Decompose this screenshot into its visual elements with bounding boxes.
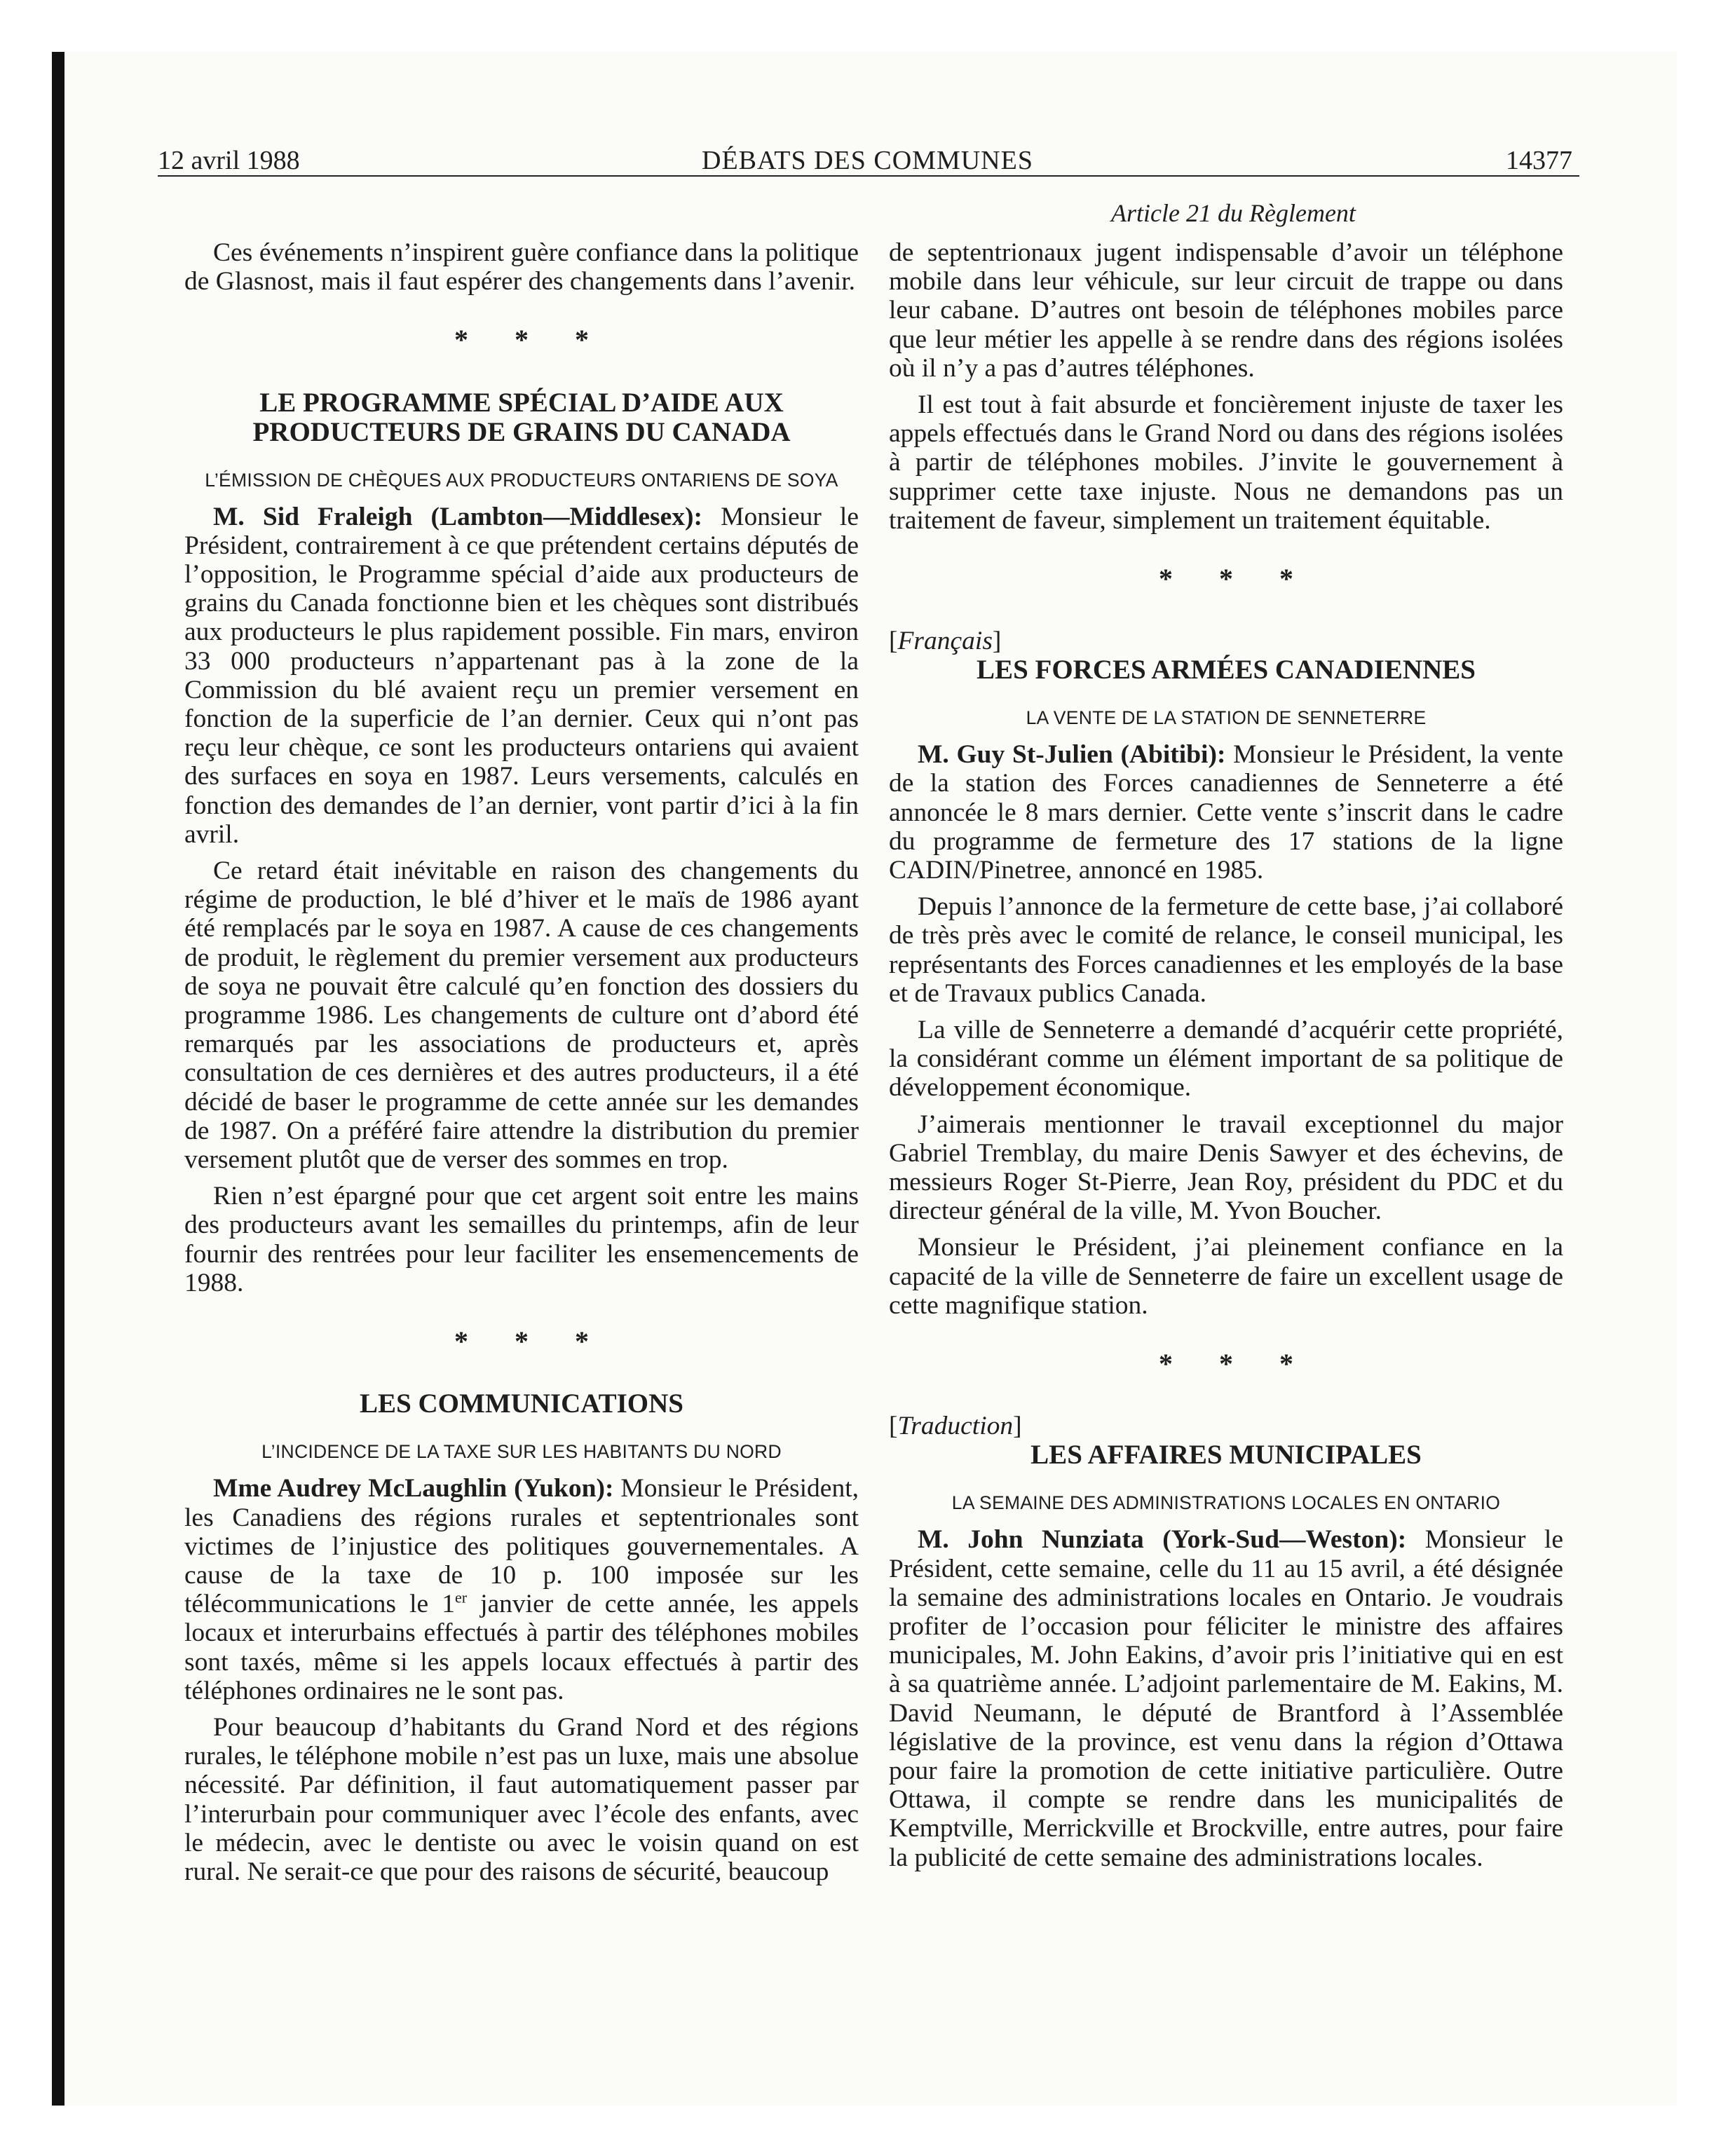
header-rule [158,175,1579,177]
section-subheading: LA VENTE DE LA STATION DE SENNETERRE [1026,707,1427,729]
section-subheading: L’ÉMISSION DE CHÈQUES AUX PRODUCTEURS ONTARIENS DE SOYA [205,469,838,491]
paragraph: Rien n’est épargné pour que cet argent soit entre les mains des producteurs avant les semailles du printemps, afin de leur fournir des rentrées pour leur faciliter les ensemencements de 1988. [184,1182,859,1297]
speaker-name: M. Sid Fraleigh (Lambton—Middlesex): [213,502,703,531]
language-label: Français [897,627,993,656]
paragraph [889,740,1563,885]
speech-text: janvier de cette année, les appels locaux et interurbains effectués à partir des téléphones mobiles sont taxés, même si les appels locaux effectués à partir des téléphones ordinaires ne le sont pas. [184,1590,859,1705]
header-page-number: 14377 [1506,146,1572,175]
section-running-head: Article 21 du Règlement [1111,199,1356,227]
speech-text: Monsieur le Président, cette semaine, celle du 11 au 15 avril, a été désignée la semaine des administrations locales en Ontario. Je voudrais profiter de l’occasion pour féliciter le ministre des affaires municipales, M. John Eakins, d’avoir pris l’initiative qui en est à sa quatrième année. L’adjoint parlementaire de M. Eakins, M. David Neumann, le député de Brantford à l’Assemblée législative de la province, est venu dans la région d’Ottawa pour faire la promotion de cette initiative particulière. Outre Ottawa, il compte se rendre dans les municipalités de Kemptville, Merrickville et Brockville, entre autres, pour faire la publicité de cette semaine des administrations locales. [889,1525,1563,1872]
scan-top-margin [64,0,1677,52]
paragraph: de septentrionaux jugent indispensable d’avoir un téléphone mobile dans leur véhicule, sur leur circuit de trappe ou dans leur cabane. D’autres ont besoin de téléphones mobiles parce que leur métier les appelle à se rendre dans des régions isolées où il n’y a pas d’autres téléphones. [889,238,1563,383]
speaker-name: M. John Nunziata (York-Sud—Weston): [918,1525,1407,1555]
paragraph: Monsieur le Président, j’ai pleinement confiance en la capacité de la ville de Senneterre de faire un excellent usage de cette magnifique station. [889,1233,1563,1320]
language-marker: [Traduction] [889,1412,1022,1441]
speech-text: Monsieur le Président, la vente de la station des Forces canadiennes de Senneterre a été annoncée le 8 mars dernier. Cette vente s’inscrit dans le cadre du programme de fermeture des 17 stations de la ligne CADIN/Pinetree, annoncé en 1985. [889,740,1563,885]
section-subheading: L’INCIDENCE DE LA TAXE SUR LES HABITANTS DU NORD [261,1441,782,1463]
language-label: Traduction [897,1412,1014,1441]
paragraph [184,503,859,849]
section-separator: * * * [1159,1348,1313,1380]
superscript: er [454,1588,468,1606]
paragraph: J’aimerais mentionner le travail exceptionnel du major Gabriel Tremblay, du maire Denis Sawyer et des échevins, de messieurs Roger St-Pierre, Jean Roy, président du PDC et du directeur général de la ville, M. Yvon Boucher. [889,1110,1563,1226]
paragraph: La ville de Senneterre a demandé d’acquérir cette propriété, la considérant comme un élément important de sa politique de développement économique. [889,1016,1563,1103]
section-separator: * * * [454,324,608,356]
section-separator: * * * [454,1325,608,1358]
section-heading: LE PROGRAMME SPÉCIAL D’AIDE AUX PRODUCTEURS DE GRAINS DU CANADA [252,387,791,447]
paragraph [184,1474,859,1705]
paragraph: Depuis l’annonce de la fermeture de cette base, j’ai collaboré de très près avec le comité de relance, le conseil municipal, les représentants des Forces canadiennes et les employés de la base et de Travaux publics Canada. [889,892,1563,1008]
speech-text: Monsieur le Président, les Canadiens des régions rurales et septentrionales sont victimes de l’injustice des politiques gouvernementales. A cause de la taxe de 10 p. 100 imposée sur les télécommunications le 1 [184,1474,859,1619]
section-heading: LES COMMUNICATIONS [360,1389,683,1419]
section-heading: LES AFFAIRES MUNICIPALES [1030,1440,1422,1471]
header-title: DÉBATS DES COMMUNES [702,146,1033,175]
scan-edge-bar [52,52,64,2106]
section-subheading: LA SEMAINE DES ADMINISTRATIONS LOCALES EN ONTARIO [951,1492,1501,1514]
paragraph: Pour beaucoup d’habitants du Grand Nord et des régions rurales, le téléphone mobile n’est pas un luxe, mais une absolue nécessité. Par définition, il faut automatiquement passer par l’interurbain pour communiquer avec l’école des enfants, avec le médecin, avec le dentiste ou avec le voisin quand on est rural. Ne serait-ce que pour des raisons de sécurité, beaucoup [184,1712,859,1886]
language-marker: [Français] [889,627,1002,656]
paragraph [889,1525,1563,1871]
paragraph: Ces événements n’inspirent guère confiance dans la politique de Glasnost, mais il faut espérer des changements dans l’avenir. [184,238,859,296]
header-date: 12 avril 1988 [158,146,300,175]
paragraph: Ce retard était inévitable en raison des changements du régime de production, le blé d’hiver et le maïs de 1986 ayant été remplacés par le soya en 1987. A cause de ces changements de produit, le règlement du premier versement aux producteurs de soya ne pouvait être calculé qu’en fonction des dossiers du programme 1986. Les changements de culture ont d’abord été remarqués par les associations de producteurs et, après consultation de ces dernières et des autres producteurs, il a été décidé de baser le programme de cette année sur les demandes de 1987. On a préféré faire attendre la distribution du premier versement plutôt que de verser des sommes en trop. [184,857,859,1175]
speech-text: Monsieur le Président, contrairement à ce que prétendent certains députés de l’opposition, le Programme spécial d’aide aux producteurs de grains du Canada fonctionne bien et les chèques sont distribués aux producteurs le plus rapidement possible. Fin mars, environ 33 000 producteurs n’appartenant pas à la zone de la Commission du blé avaient reçu un premier versement en fonction de la superficie de l’an dernier. Ceux qui n’ont pas reçu leur chèque, ce sont les producteurs ontariens qui avaient des surfaces en soya en 1987. Leurs versements, calculés en fonction des demandes de l’an dernier, vont partir d’ici à la fin avril. [184,502,859,849]
section-heading: LES FORCES ARMÉES CANADIENNES [977,655,1476,685]
scan-margin [0,0,52,2156]
paragraph: Il est tout à fait absurde et foncièrement injuste de taxer les appels effectués dans le Grand Nord ou dans des régions isolées à partir de téléphones mobiles. J’invite le gouvernement à supprimer cette taxe injuste. Nous ne demandons pas un traitement de faveur, simplement un traitement équitable. [889,390,1563,535]
speaker-name: Mme Audrey McLaughlin (Yukon): [213,1474,614,1503]
right-column [889,238,1563,1880]
section-separator: * * * [1159,563,1313,595]
left-column [184,238,859,1894]
speaker-name: M. Guy St-Julien (Abitibi): [918,740,1226,770]
